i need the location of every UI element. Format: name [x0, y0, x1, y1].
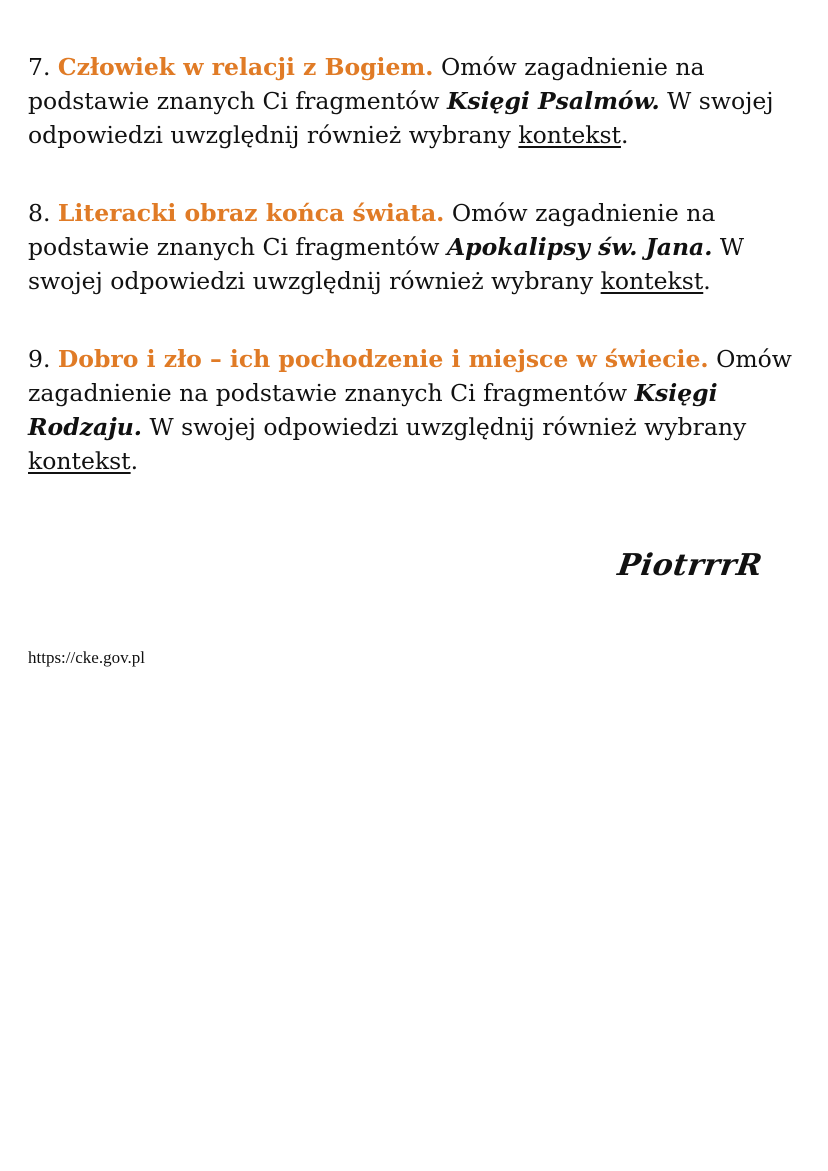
task-number: 7. [28, 53, 51, 81]
source-url: https://cke.gov.pl [28, 648, 145, 667]
task-7 [28, 50, 804, 152]
author-signature: PiotrrrR [615, 548, 765, 583]
task-topic: Dobro i zło – ich pochodzenie i miejsce w świecie. [57, 345, 709, 373]
task-period: . [130, 447, 139, 475]
task-work-title: Księgi Rodzaju. [28, 379, 718, 441]
task-instruction: Omów zagadnienie na podstawie znanych Ci fragmentów [28, 199, 716, 261]
task-work-title: Księgi Psalmów. [446, 87, 660, 115]
task-topic: Człowiek w relacji z Bogiem. [57, 53, 434, 81]
task-period: . [620, 121, 629, 149]
task-8 [28, 196, 804, 298]
task-instruction: Omów zagadnienie na podstawie znanych Ci fragmentów [28, 53, 705, 115]
task-number: 9. [28, 345, 51, 373]
task-period: . [703, 267, 711, 295]
context-link: kontekst [518, 121, 621, 149]
task-instruction-end: W swojej odpowiedzi uwzględnij również wybrany [28, 87, 774, 149]
task-9 [28, 342, 804, 478]
task-instruction-end: W swojej odpowiedzi uwzględnij również wybrany [149, 413, 747, 441]
context-link: kontekst [28, 447, 131, 475]
task-topic: Literacki obraz końca świata. [57, 199, 445, 227]
context-link: kontekst [600, 267, 704, 295]
task-work-title: Apokalipsy św. Jana. [446, 233, 713, 261]
task-instruction: Omów zagadnienie na podstawie znanych Ci fragmentów [28, 345, 792, 407]
task-instruction-end: W swojej odpowiedzi uwzględnij również wybrany [28, 233, 745, 295]
task-number: 8. [28, 199, 51, 227]
document-page [28, 50, 804, 522]
